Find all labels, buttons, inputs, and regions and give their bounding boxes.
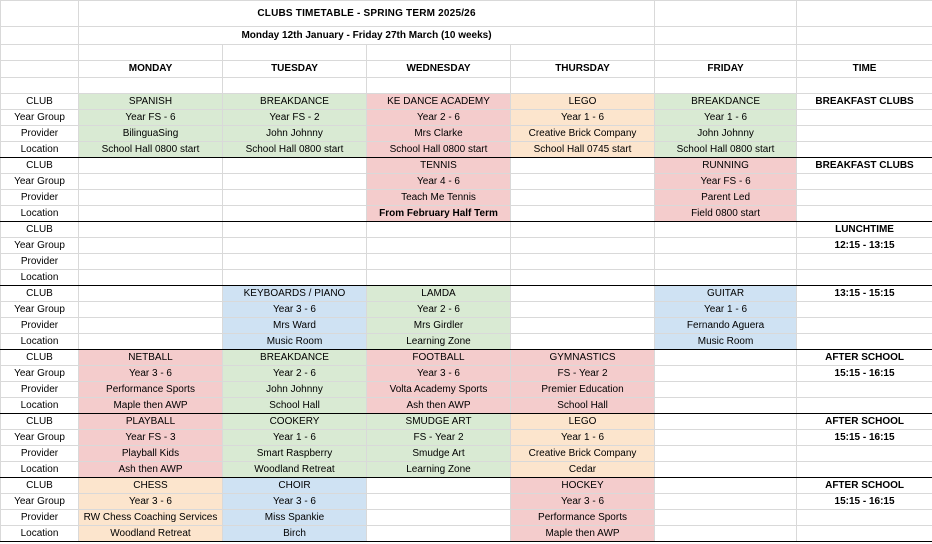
day-header-wednesday: WEDNESDAY bbox=[367, 61, 511, 78]
row-label-location[interactable]: Location bbox=[1, 526, 79, 542]
subtitle-row bbox=[1, 27, 932, 45]
tuesday-club-name-cell[interactable]: KEYBOARDS / PIANO bbox=[223, 286, 367, 302]
block-4-row-location bbox=[1, 334, 932, 350]
wednesday-empty-cell[interactable] bbox=[367, 478, 511, 494]
row-label-club-name[interactable]: CLUB bbox=[1, 414, 79, 430]
monday-empty-cell[interactable] bbox=[79, 174, 223, 190]
wednesday-location-cell[interactable]: Ash then AWP bbox=[367, 398, 511, 414]
block-6-row-location bbox=[1, 462, 932, 478]
block-1-row-club-name bbox=[1, 94, 932, 110]
session-time-label[interactable]: BREAKFAST CLUBS bbox=[797, 158, 932, 174]
day-header-thursday: THURSDAY bbox=[511, 61, 655, 78]
monday-year-group-cell[interactable]: Year 3 - 6 bbox=[79, 366, 223, 382]
monday-empty-cell[interactable] bbox=[79, 190, 223, 206]
row-label-year-group[interactable]: Year Group bbox=[1, 238, 79, 254]
thursday-provider-cell[interactable]: Premier Education bbox=[511, 382, 655, 398]
thursday-empty-cell[interactable] bbox=[511, 334, 655, 350]
monday-year-group-cell[interactable]: Year FS - 3 bbox=[79, 430, 223, 446]
friday-empty-cell[interactable] bbox=[655, 494, 797, 510]
monday-empty-cell[interactable] bbox=[79, 158, 223, 174]
row-label-provider[interactable]: Provider bbox=[1, 510, 79, 526]
row-label-club-name[interactable]: CLUB bbox=[1, 350, 79, 366]
row-label-provider[interactable]: Provider bbox=[1, 254, 79, 270]
time-empty-cell[interactable] bbox=[797, 190, 932, 206]
row-label-location[interactable]: Location bbox=[1, 462, 79, 478]
row-label-year-group[interactable]: Year Group bbox=[1, 494, 79, 510]
friday-club-name-cell[interactable]: BREAKDANCE bbox=[655, 94, 797, 110]
block-5-row-club-name bbox=[1, 350, 932, 366]
friday-empty-cell[interactable] bbox=[655, 238, 797, 254]
monday-empty-cell[interactable] bbox=[79, 286, 223, 302]
monday-empty-cell[interactable] bbox=[79, 270, 223, 286]
time-empty-cell[interactable] bbox=[797, 126, 932, 142]
tuesday-empty-cell[interactable] bbox=[223, 158, 367, 174]
row-label-year-group[interactable]: Year Group bbox=[1, 430, 79, 446]
row-label-club-name[interactable]: CLUB bbox=[1, 158, 79, 174]
friday-provider-cell[interactable]: Fernando Aguera bbox=[655, 318, 797, 334]
friday-year-group-cell[interactable]: Year 1 - 6 bbox=[655, 110, 797, 126]
friday-empty-cell[interactable] bbox=[655, 398, 797, 414]
thursday-empty-cell[interactable] bbox=[511, 190, 655, 206]
thursday-empty-cell[interactable] bbox=[511, 302, 655, 318]
monday-location-cell[interactable]: School Hall 0800 start bbox=[79, 142, 223, 158]
wednesday-empty-cell[interactable] bbox=[367, 510, 511, 526]
time-empty-cell[interactable] bbox=[797, 254, 932, 270]
row-label-provider[interactable]: Provider bbox=[1, 446, 79, 462]
friday-year-group-cell[interactable]: Year FS - 6 bbox=[655, 174, 797, 190]
block-2-row-provider bbox=[1, 190, 932, 206]
friday-empty-cell[interactable] bbox=[655, 414, 797, 430]
monday-empty-cell[interactable] bbox=[79, 254, 223, 270]
block-7-row-year-group bbox=[1, 494, 932, 510]
monday-empty-cell[interactable] bbox=[79, 222, 223, 238]
monday-club-name-cell[interactable]: CHESS bbox=[79, 478, 223, 494]
session-time-range[interactable]: 15:15 - 16:15 bbox=[797, 430, 932, 446]
tuesday-empty-cell[interactable] bbox=[223, 270, 367, 286]
friday-location-cell[interactable]: Field 0800 start bbox=[655, 206, 797, 222]
tuesday-club-name-cell[interactable]: BREAKDANCE bbox=[223, 94, 367, 110]
session-time-range[interactable] bbox=[797, 302, 932, 318]
session-time-label[interactable]: AFTER SCHOOL bbox=[797, 350, 932, 366]
friday-club-name-cell[interactable]: RUNNING bbox=[655, 158, 797, 174]
wednesday-provider-cell[interactable]: Mrs Girdler bbox=[367, 318, 511, 334]
row-label-location[interactable]: Location bbox=[1, 206, 79, 222]
thursday-empty-cell[interactable] bbox=[511, 318, 655, 334]
thursday-provider-cell[interactable]: Creative Brick Company bbox=[511, 126, 655, 142]
block-5-row-provider bbox=[1, 382, 932, 398]
tuesday-club-name-cell[interactable]: COOKERY bbox=[223, 414, 367, 430]
tuesday-provider-cell[interactable]: Mrs Ward bbox=[223, 318, 367, 334]
monday-empty-cell[interactable] bbox=[79, 238, 223, 254]
block-4-row-provider bbox=[1, 318, 932, 334]
tuesday-year-group-cell[interactable]: Year FS - 2 bbox=[223, 110, 367, 126]
tuesday-location-cell[interactable]: Birch bbox=[223, 526, 367, 542]
monday-empty-cell[interactable] bbox=[79, 318, 223, 334]
row-label-year-group[interactable]: Year Group bbox=[1, 302, 79, 318]
tuesday-provider-cell[interactable]: John Johnny bbox=[223, 126, 367, 142]
day-header-time: TIME bbox=[797, 61, 932, 78]
page-title: CLUBS TIMETABLE - SPRING TERM 2025/26 bbox=[79, 1, 655, 27]
tuesday-year-group-cell[interactable]: Year 3 - 6 bbox=[223, 494, 367, 510]
friday-provider-cell[interactable]: Parent Led bbox=[655, 190, 797, 206]
thursday-empty-cell[interactable] bbox=[511, 286, 655, 302]
time-empty-cell[interactable] bbox=[797, 206, 932, 222]
friday-empty-cell[interactable] bbox=[655, 366, 797, 382]
spacer-row bbox=[1, 45, 932, 61]
wednesday-year-group-cell[interactable]: Year 3 - 6 bbox=[367, 366, 511, 382]
time-empty-cell[interactable] bbox=[797, 446, 932, 462]
wednesday-provider-cell[interactable]: Volta Academy Sports bbox=[367, 382, 511, 398]
spacer-row bbox=[1, 78, 932, 94]
block-7-row-location bbox=[1, 526, 932, 542]
row-label-provider[interactable]: Provider bbox=[1, 126, 79, 142]
tuesday-location-cell[interactable]: Woodland Retreat bbox=[223, 462, 367, 478]
time-empty-cell[interactable] bbox=[797, 398, 932, 414]
block-2-row-year-group bbox=[1, 174, 932, 190]
block-2-row-location bbox=[1, 206, 932, 222]
tuesday-empty-cell[interactable] bbox=[223, 254, 367, 270]
day-header-friday: FRIDAY bbox=[655, 61, 797, 78]
thursday-club-name-cell[interactable]: HOCKEY bbox=[511, 478, 655, 494]
row-label-provider[interactable]: Provider bbox=[1, 318, 79, 334]
wednesday-provider-cell[interactable]: Smudge Art bbox=[367, 446, 511, 462]
thursday-provider-cell[interactable]: Creative Brick Company bbox=[511, 446, 655, 462]
wednesday-club-name-cell[interactable]: TENNIS bbox=[367, 158, 511, 174]
tuesday-year-group-cell[interactable]: Year 1 - 6 bbox=[223, 430, 367, 446]
time-empty-cell[interactable] bbox=[797, 382, 932, 398]
friday-location-cell[interactable]: Music Room bbox=[655, 334, 797, 350]
row-label-club-name[interactable]: CLUB bbox=[1, 286, 79, 302]
monday-club-name-cell[interactable]: NETBALL bbox=[79, 350, 223, 366]
time-empty-cell[interactable] bbox=[797, 510, 932, 526]
block-7-row-club-name bbox=[1, 478, 932, 494]
wednesday-year-group-cell[interactable]: FS - Year 2 bbox=[367, 430, 511, 446]
block-5-row-year-group bbox=[1, 366, 932, 382]
time-empty-cell[interactable] bbox=[797, 526, 932, 542]
thursday-year-group-cell[interactable]: Year 1 - 6 bbox=[511, 430, 655, 446]
monday-empty-cell[interactable] bbox=[79, 302, 223, 318]
wednesday-provider-cell[interactable]: Teach Me Tennis bbox=[367, 190, 511, 206]
friday-empty-cell[interactable] bbox=[655, 382, 797, 398]
block-3-row-club-name bbox=[1, 222, 932, 238]
time-empty-cell[interactable] bbox=[797, 462, 932, 478]
block-1-row-year-group bbox=[1, 110, 932, 126]
thursday-location-cell[interactable]: Maple then AWP bbox=[511, 526, 655, 542]
wednesday-club-name-cell[interactable]: KE DANCE ACADEMY bbox=[367, 94, 511, 110]
block-3-row-location bbox=[1, 270, 932, 286]
wednesday-location-cell[interactable]: Learning Zone bbox=[367, 462, 511, 478]
thursday-empty-cell[interactable] bbox=[511, 158, 655, 174]
tuesday-club-name-cell[interactable]: BREAKDANCE bbox=[223, 350, 367, 366]
thursday-location-cell[interactable]: School Hall bbox=[511, 398, 655, 414]
friday-empty-cell[interactable] bbox=[655, 526, 797, 542]
wednesday-empty-cell[interactable] bbox=[367, 494, 511, 510]
tuesday-club-name-cell[interactable]: CHOIR bbox=[223, 478, 367, 494]
session-time-label[interactable]: LUNCHTIME bbox=[797, 222, 932, 238]
monday-provider-cell[interactable]: RW Chess Coaching Services bbox=[79, 510, 223, 526]
row-label-year-group[interactable]: Year Group bbox=[1, 366, 79, 382]
row-label-location[interactable]: Location bbox=[1, 398, 79, 414]
block-3-row-year-group bbox=[1, 238, 932, 254]
thursday-club-name-cell[interactable]: GYMNASTICS bbox=[511, 350, 655, 366]
tuesday-location-cell[interactable]: Music Room bbox=[223, 334, 367, 350]
friday-location-cell[interactable]: School Hall 0800 start bbox=[655, 142, 797, 158]
thursday-club-name-cell[interactable]: LEGO bbox=[511, 94, 655, 110]
row-label-location[interactable]: Location bbox=[1, 270, 79, 286]
block-6-row-provider bbox=[1, 446, 932, 462]
monday-empty-cell[interactable] bbox=[79, 206, 223, 222]
session-time-label[interactable]: AFTER SCHOOL bbox=[797, 478, 932, 494]
block-5-row-location bbox=[1, 398, 932, 414]
row-label-provider[interactable]: Provider bbox=[1, 382, 79, 398]
friday-empty-cell[interactable] bbox=[655, 222, 797, 238]
monday-club-name-cell[interactable]: SPANISH bbox=[79, 94, 223, 110]
row-label-location[interactable]: Location bbox=[1, 334, 79, 350]
monday-provider-cell[interactable]: Performance Sports bbox=[79, 382, 223, 398]
wednesday-club-name-cell[interactable]: FOOTBALL bbox=[367, 350, 511, 366]
block-4-row-year-group bbox=[1, 302, 932, 318]
block-1-row-location bbox=[1, 142, 932, 158]
page-subtitle: Monday 12th January - Friday 27th March (10 weeks) bbox=[79, 27, 655, 45]
row-label-club-name[interactable]: CLUB bbox=[1, 478, 79, 494]
friday-empty-cell[interactable] bbox=[655, 478, 797, 494]
thursday-club-name-cell[interactable]: LEGO bbox=[511, 414, 655, 430]
time-empty-cell[interactable] bbox=[797, 334, 932, 350]
monday-year-group-cell[interactable]: Year 3 - 6 bbox=[79, 494, 223, 510]
monday-provider-cell[interactable]: BilinguaSing bbox=[79, 126, 223, 142]
session-time-range[interactable] bbox=[797, 110, 932, 126]
friday-empty-cell[interactable] bbox=[655, 270, 797, 286]
session-time-range[interactable]: 12:15 - 13:15 bbox=[797, 238, 932, 254]
row-label-year-group[interactable]: Year Group bbox=[1, 110, 79, 126]
tuesday-empty-cell[interactable] bbox=[223, 174, 367, 190]
session-time-label[interactable]: AFTER SCHOOL bbox=[797, 414, 932, 430]
session-time-range[interactable]: 15:15 - 16:15 bbox=[797, 494, 932, 510]
tuesday-location-cell[interactable]: School Hall 0800 start bbox=[223, 142, 367, 158]
monday-location-cell[interactable]: Maple then AWP bbox=[79, 398, 223, 414]
friday-empty-cell[interactable] bbox=[655, 430, 797, 446]
monday-club-name-cell[interactable]: PLAYBALL bbox=[79, 414, 223, 430]
monday-provider-cell[interactable]: Playball Kids bbox=[79, 446, 223, 462]
friday-year-group-cell[interactable]: Year 1 - 6 bbox=[655, 302, 797, 318]
wednesday-location-cell[interactable]: Learning Zone bbox=[367, 334, 511, 350]
block-4-row-club-name bbox=[1, 286, 932, 302]
thursday-location-cell[interactable]: Cedar bbox=[511, 462, 655, 478]
thursday-provider-cell[interactable]: Performance Sports bbox=[511, 510, 655, 526]
thursday-empty-cell[interactable] bbox=[511, 238, 655, 254]
tuesday-year-group-cell[interactable]: Year 2 - 6 bbox=[223, 366, 367, 382]
session-time-label[interactable]: 13:15 - 15:15 bbox=[797, 286, 932, 302]
session-time-label[interactable]: BREAKFAST CLUBS bbox=[797, 94, 932, 110]
block-6-row-year-group bbox=[1, 430, 932, 446]
wednesday-empty-cell[interactable] bbox=[367, 270, 511, 286]
wednesday-year-group-cell[interactable]: Year 2 - 6 bbox=[367, 302, 511, 318]
wednesday-empty-cell[interactable] bbox=[367, 238, 511, 254]
tuesday-empty-cell[interactable] bbox=[223, 238, 367, 254]
time-empty-cell[interactable] bbox=[797, 142, 932, 158]
wednesday-club-name-cell[interactable]: SMUDGE ART bbox=[367, 414, 511, 430]
wednesday-year-group-cell[interactable]: Year 4 - 6 bbox=[367, 174, 511, 190]
thursday-empty-cell[interactable] bbox=[511, 270, 655, 286]
monday-empty-cell[interactable] bbox=[79, 334, 223, 350]
title-row bbox=[1, 1, 932, 27]
row-label-club-name[interactable]: CLUB bbox=[1, 94, 79, 110]
row-label-location[interactable]: Location bbox=[1, 142, 79, 158]
wednesday-location-cell[interactable]: School Hall 0800 start bbox=[367, 142, 511, 158]
wednesday-empty-cell[interactable] bbox=[367, 222, 511, 238]
time-empty-cell[interactable] bbox=[797, 270, 932, 286]
thursday-empty-cell[interactable] bbox=[511, 254, 655, 270]
wednesday-year-group-cell[interactable]: Year 2 - 6 bbox=[367, 110, 511, 126]
thursday-location-cell[interactable]: School Hall 0745 start bbox=[511, 142, 655, 158]
tuesday-location-cell[interactable]: School Hall bbox=[223, 398, 367, 414]
thursday-empty-cell[interactable] bbox=[511, 206, 655, 222]
block-1-row-provider bbox=[1, 126, 932, 142]
monday-location-cell[interactable]: Woodland Retreat bbox=[79, 526, 223, 542]
tuesday-provider-cell[interactable]: Smart Raspberry bbox=[223, 446, 367, 462]
tuesday-empty-cell[interactable] bbox=[223, 190, 367, 206]
tuesday-empty-cell[interactable] bbox=[223, 206, 367, 222]
block-6-row-club-name bbox=[1, 414, 932, 430]
block-7-row-provider bbox=[1, 510, 932, 526]
thursday-empty-cell[interactable] bbox=[511, 222, 655, 238]
tuesday-provider-cell[interactable]: John Johnny bbox=[223, 382, 367, 398]
thursday-year-group-cell[interactable]: Year 3 - 6 bbox=[511, 494, 655, 510]
row-label-club-name[interactable]: CLUB bbox=[1, 222, 79, 238]
thursday-year-group-cell[interactable]: FS - Year 2 bbox=[511, 366, 655, 382]
day-header-row bbox=[1, 61, 932, 78]
monday-year-group-cell[interactable]: Year FS - 6 bbox=[79, 110, 223, 126]
thursday-empty-cell[interactable] bbox=[511, 174, 655, 190]
friday-club-name-cell[interactable]: GUITAR bbox=[655, 286, 797, 302]
monday-location-cell[interactable]: Ash then AWP bbox=[79, 462, 223, 478]
session-time-range[interactable] bbox=[797, 174, 932, 190]
friday-provider-cell[interactable]: John Johnny bbox=[655, 126, 797, 142]
wednesday-location-cell[interactable]: From February Half Term bbox=[367, 206, 511, 222]
thursday-year-group-cell[interactable]: Year 1 - 6 bbox=[511, 110, 655, 126]
tuesday-empty-cell[interactable] bbox=[223, 222, 367, 238]
friday-empty-cell[interactable] bbox=[655, 510, 797, 526]
session-time-range[interactable]: 15:15 - 16:15 bbox=[797, 366, 932, 382]
wednesday-club-name-cell[interactable]: LAMDA bbox=[367, 286, 511, 302]
wednesday-empty-cell[interactable] bbox=[367, 526, 511, 542]
tuesday-year-group-cell[interactable]: Year 3 - 6 bbox=[223, 302, 367, 318]
friday-empty-cell[interactable] bbox=[655, 446, 797, 462]
row-label-year-group[interactable]: Year Group bbox=[1, 174, 79, 190]
tuesday-provider-cell[interactable]: Miss Spankie bbox=[223, 510, 367, 526]
block-2-row-club-name bbox=[1, 158, 932, 174]
block-3-row-provider bbox=[1, 254, 932, 270]
day-header-monday: MONDAY bbox=[79, 61, 223, 78]
wednesday-empty-cell[interactable] bbox=[367, 254, 511, 270]
wednesday-provider-cell[interactable]: Mrs Clarke bbox=[367, 126, 511, 142]
day-header-tuesday: TUESDAY bbox=[223, 61, 367, 78]
friday-empty-cell[interactable] bbox=[655, 462, 797, 478]
friday-empty-cell[interactable] bbox=[655, 350, 797, 366]
time-empty-cell[interactable] bbox=[797, 318, 932, 334]
row-label-provider[interactable]: Provider bbox=[1, 190, 79, 206]
friday-empty-cell[interactable] bbox=[655, 254, 797, 270]
